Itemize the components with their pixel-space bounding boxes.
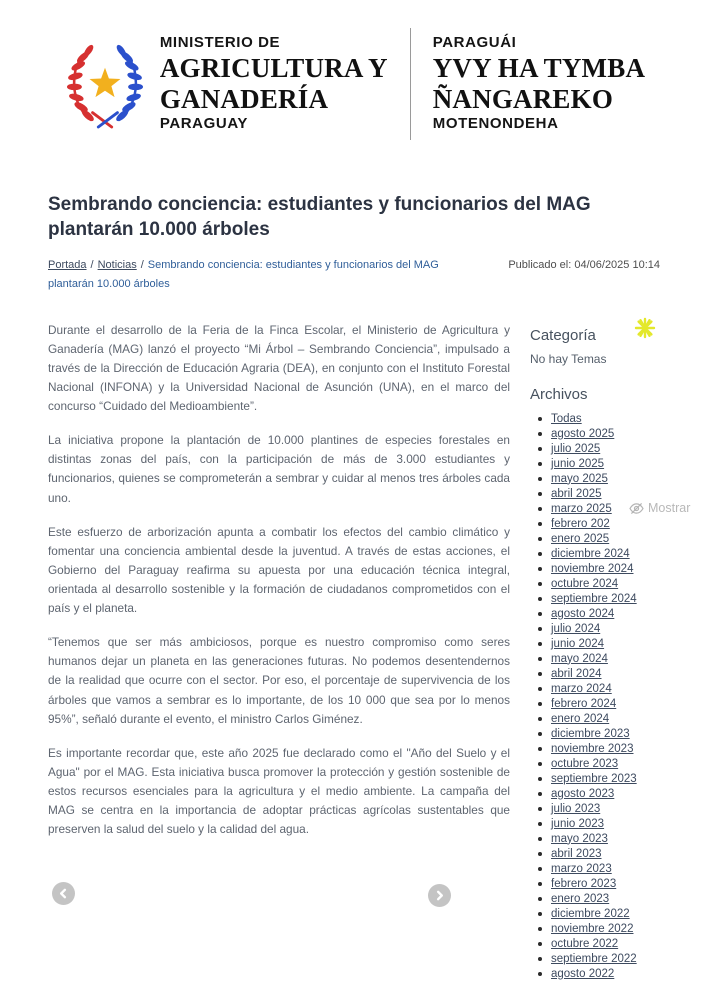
archive-link[interactable]: noviembre 2022	[551, 922, 634, 935]
archive-link[interactable]: diciembre 2024	[551, 547, 630, 560]
archive-link[interactable]: agosto 2024	[551, 607, 615, 620]
archive-list-item	[538, 967, 660, 982]
archive-link[interactable]: mayo 2024	[551, 652, 608, 665]
archive-link[interactable]: junio 2024	[551, 637, 605, 650]
breadcrumb-separator: /	[90, 259, 94, 272]
archive-link[interactable]: abril 2023	[551, 847, 602, 860]
archive-list-item	[538, 427, 660, 442]
category-heading: Categoría	[530, 326, 596, 344]
brand-divider	[410, 28, 411, 140]
archive-list-item	[538, 847, 660, 862]
archive-link[interactable]: enero 2023	[551, 892, 610, 905]
archive-link[interactable]: marzo 2024	[551, 682, 612, 695]
archive-list-item	[538, 472, 660, 487]
breadcrumb-portada[interactable]: Portada	[48, 259, 87, 272]
breadcrumb	[48, 256, 486, 295]
archive-list-item	[538, 682, 660, 697]
site-header	[0, 28, 707, 140]
show-tooltip	[627, 500, 692, 516]
asterisk-icon	[634, 317, 656, 339]
archive-list-item	[538, 607, 660, 622]
archive-list-item	[538, 712, 660, 727]
archive-list-item	[538, 757, 660, 772]
archive-list-item	[538, 667, 660, 682]
brand-spanish	[160, 34, 388, 134]
archive-list-item	[538, 727, 660, 742]
archive-list-item	[538, 442, 660, 457]
archive-list-item	[538, 592, 660, 607]
archive-list-item	[538, 457, 660, 472]
archive-list-item	[538, 802, 660, 817]
sidebar	[530, 321, 660, 982]
archive-link[interactable]: abril 2024	[551, 667, 602, 680]
archive-list-item	[538, 622, 660, 637]
archive-link[interactable]: febrero 2024	[551, 697, 617, 710]
archive-link[interactable]: julio 2023	[551, 802, 601, 815]
archive-list-item	[538, 517, 660, 532]
archive-link[interactable]: septiembre 2022	[551, 952, 637, 965]
archive-link[interactable]: agosto 2023	[551, 787, 615, 800]
archive-link[interactable]: julio 2025	[551, 442, 601, 455]
archive-list-item	[538, 547, 660, 562]
archive-list-item	[538, 697, 660, 712]
archive-link[interactable]: noviembre 2023	[551, 742, 634, 755]
archive-list-item	[538, 922, 660, 937]
archive-list-item	[538, 952, 660, 967]
archive-link[interactable]: marzo 2023	[551, 862, 612, 875]
archive-link[interactable]: junio 2023	[551, 817, 605, 830]
archive-link[interactable]: junio 2025	[551, 457, 605, 470]
chevron-left-icon	[58, 888, 69, 899]
star-icon	[89, 68, 120, 97]
archive-link[interactable]: mayo 2025	[551, 472, 608, 485]
archive-list-item	[538, 832, 660, 847]
brand-es-line3: GANADERÍA	[159, 84, 329, 114]
archive-link[interactable]: septiembre 2024	[551, 592, 637, 605]
archive-list-item	[538, 577, 660, 592]
show-tooltip-label: Mostrar	[648, 501, 691, 515]
archive-link[interactable]: enero 2025	[551, 532, 610, 545]
archive-list-item	[538, 862, 660, 877]
archive-link[interactable]: diciembre 2023	[551, 727, 630, 740]
archive-link[interactable]: julio 2024	[551, 622, 601, 635]
archive-link[interactable]: agosto 2025	[551, 427, 615, 440]
archive-list-item	[538, 787, 660, 802]
chevron-right-icon	[434, 890, 445, 901]
archive-link[interactable]: febrero 2023	[551, 877, 617, 890]
archive-list-item	[538, 637, 660, 652]
archive-list-item	[538, 412, 660, 427]
archive-link[interactable]: enero 2024	[551, 712, 610, 725]
brand-gn-line2: YVY HA TYMBA	[432, 52, 646, 83]
brand-es-line4: PARAGUAY	[159, 115, 248, 133]
article-meta	[48, 256, 660, 295]
brand-guarani	[433, 34, 645, 134]
page-title: Sembrando conciencia: estudiantes y funcionarios del MAG plantarán 10.000 árboles	[48, 194, 591, 241]
carousel-prev-button[interactable]	[52, 882, 75, 905]
article-paragraph: La iniciativa propone la plantación de 10.000 plantines de especies forestales en distintas zonas del país, con la participación de más de 3.000 estudiantes y funcionarios, quienes se comprometerán a sembrar y cuidar al menos tres árboles cada uno.	[48, 433, 510, 505]
archive-link[interactable]: septiembre 2023	[551, 772, 637, 785]
brand-gn-line3: ÑANGAREKO	[432, 84, 614, 114]
archives-list	[530, 412, 660, 982]
archive-list-item	[538, 562, 660, 577]
archive-link[interactable]: febrero 202	[551, 517, 610, 530]
brand-gn-line4: MOTENONDEHA	[432, 115, 559, 133]
archive-list-item	[538, 937, 660, 952]
published-date: Publicado el: 04/06/2025 10:14	[508, 259, 660, 272]
archives-heading: Archivos	[530, 385, 588, 403]
archive-link[interactable]: noviembre 2024	[551, 562, 634, 575]
article-paragraph: Este esfuerzo de arborización apunta a combatir los efectos del cambio climático y fomentar una conciencia ambiental desde la juventud. A través de estas acciones, el Gobierno del Paraguay reafirma su apuesta por una educación técnica integral, orientada al desarrollo sostenible y la formación de ciudadanos comprometidos con el país y el planeta.	[48, 524, 510, 616]
eye-off-icon	[629, 502, 644, 515]
brand-gn-line1: PARAGUÁI	[432, 33, 517, 51]
breadcrumb-noticias[interactable]: Noticias	[97, 259, 137, 272]
archive-link[interactable]: octubre 2024	[551, 577, 619, 590]
archive-link[interactable]: octubre 2023	[551, 757, 619, 770]
archive-list-item	[538, 532, 660, 547]
category-empty-text: No hay Temas	[530, 351, 607, 366]
paraguay-seal-logo	[62, 32, 148, 136]
archive-list-item	[538, 772, 660, 787]
breadcrumb-separator: /	[140, 259, 144, 272]
brand-es-line1: MINISTERIO DE	[159, 33, 281, 51]
article-paragraph: “Tenemos que ser más ambiciosos, porque es nuestro compromiso como seres humanos dejar un planeta en las generaciones futuras. No podemos desentendernos de la realidad que ocurre con el sector. Por eso, el porcentaje de supervivencia de los árboles que vamos a sembrar es lo importante, de los 10 000 que sea por lo menos 95%”, señaló durante el evento, el ministro Carlos Giménez.	[48, 635, 510, 726]
carousel-next-button[interactable]	[428, 884, 451, 907]
archive-list-item	[538, 742, 660, 757]
archive-list-item	[538, 652, 660, 667]
archive-link[interactable]: Todas	[551, 412, 582, 425]
breadcrumb-current: Sembrando conciencia: estudiantes y funcionarios del MAG plantarán 10.000 árboles	[48, 259, 439, 291]
archive-list-item	[538, 817, 660, 832]
archive-link[interactable]: octubre 2022	[551, 937, 619, 950]
archive-link[interactable]: agosto 2022	[551, 967, 615, 980]
archive-link[interactable]: marzo 2025	[551, 502, 612, 515]
article-paragraph: Es importante recordar que, este año 2025 fue declarado como el "Año del Suelo y el Agua" por el MAG. Esta iniciativa busca promover la protección y gestión sostenible de estos recursos esenciales para la agricultura y el medio ambiente. La campaña del MAG se centra en la importancia de adoptar prácticas agrícolas sustentables que preserven la salud del suelo y la calidad del agua.	[48, 745, 510, 837]
brand-es-line2: AGRICULTURA Y	[159, 52, 388, 83]
archive-link[interactable]: abril 2025	[551, 487, 602, 500]
article-paragraph: Durante el desarrollo de la Feria de la Finca Escolar, el Ministerio de Agricultura y Ganadería (MAG) lanzó el proyecto “Mi Árbol – Sembrando Conciencia”, impulsado a través de la Dirección de Educación Agraria (DEA), en conjunto con el Instituto Forestal Nacional (INFONA) y la Universidad Nacional de Asunción (UNA), en el marco del concurso “Cuidado del Medioambiente”.	[48, 322, 510, 414]
archive-link[interactable]: mayo 2023	[551, 832, 608, 845]
archive-link[interactable]: diciembre 2022	[551, 907, 630, 920]
archive-list-item	[538, 892, 660, 907]
content-row	[48, 321, 660, 982]
main-content	[48, 192, 660, 982]
archive-list-item	[538, 877, 660, 892]
article-body	[48, 321, 510, 982]
archive-list-item	[538, 907, 660, 922]
